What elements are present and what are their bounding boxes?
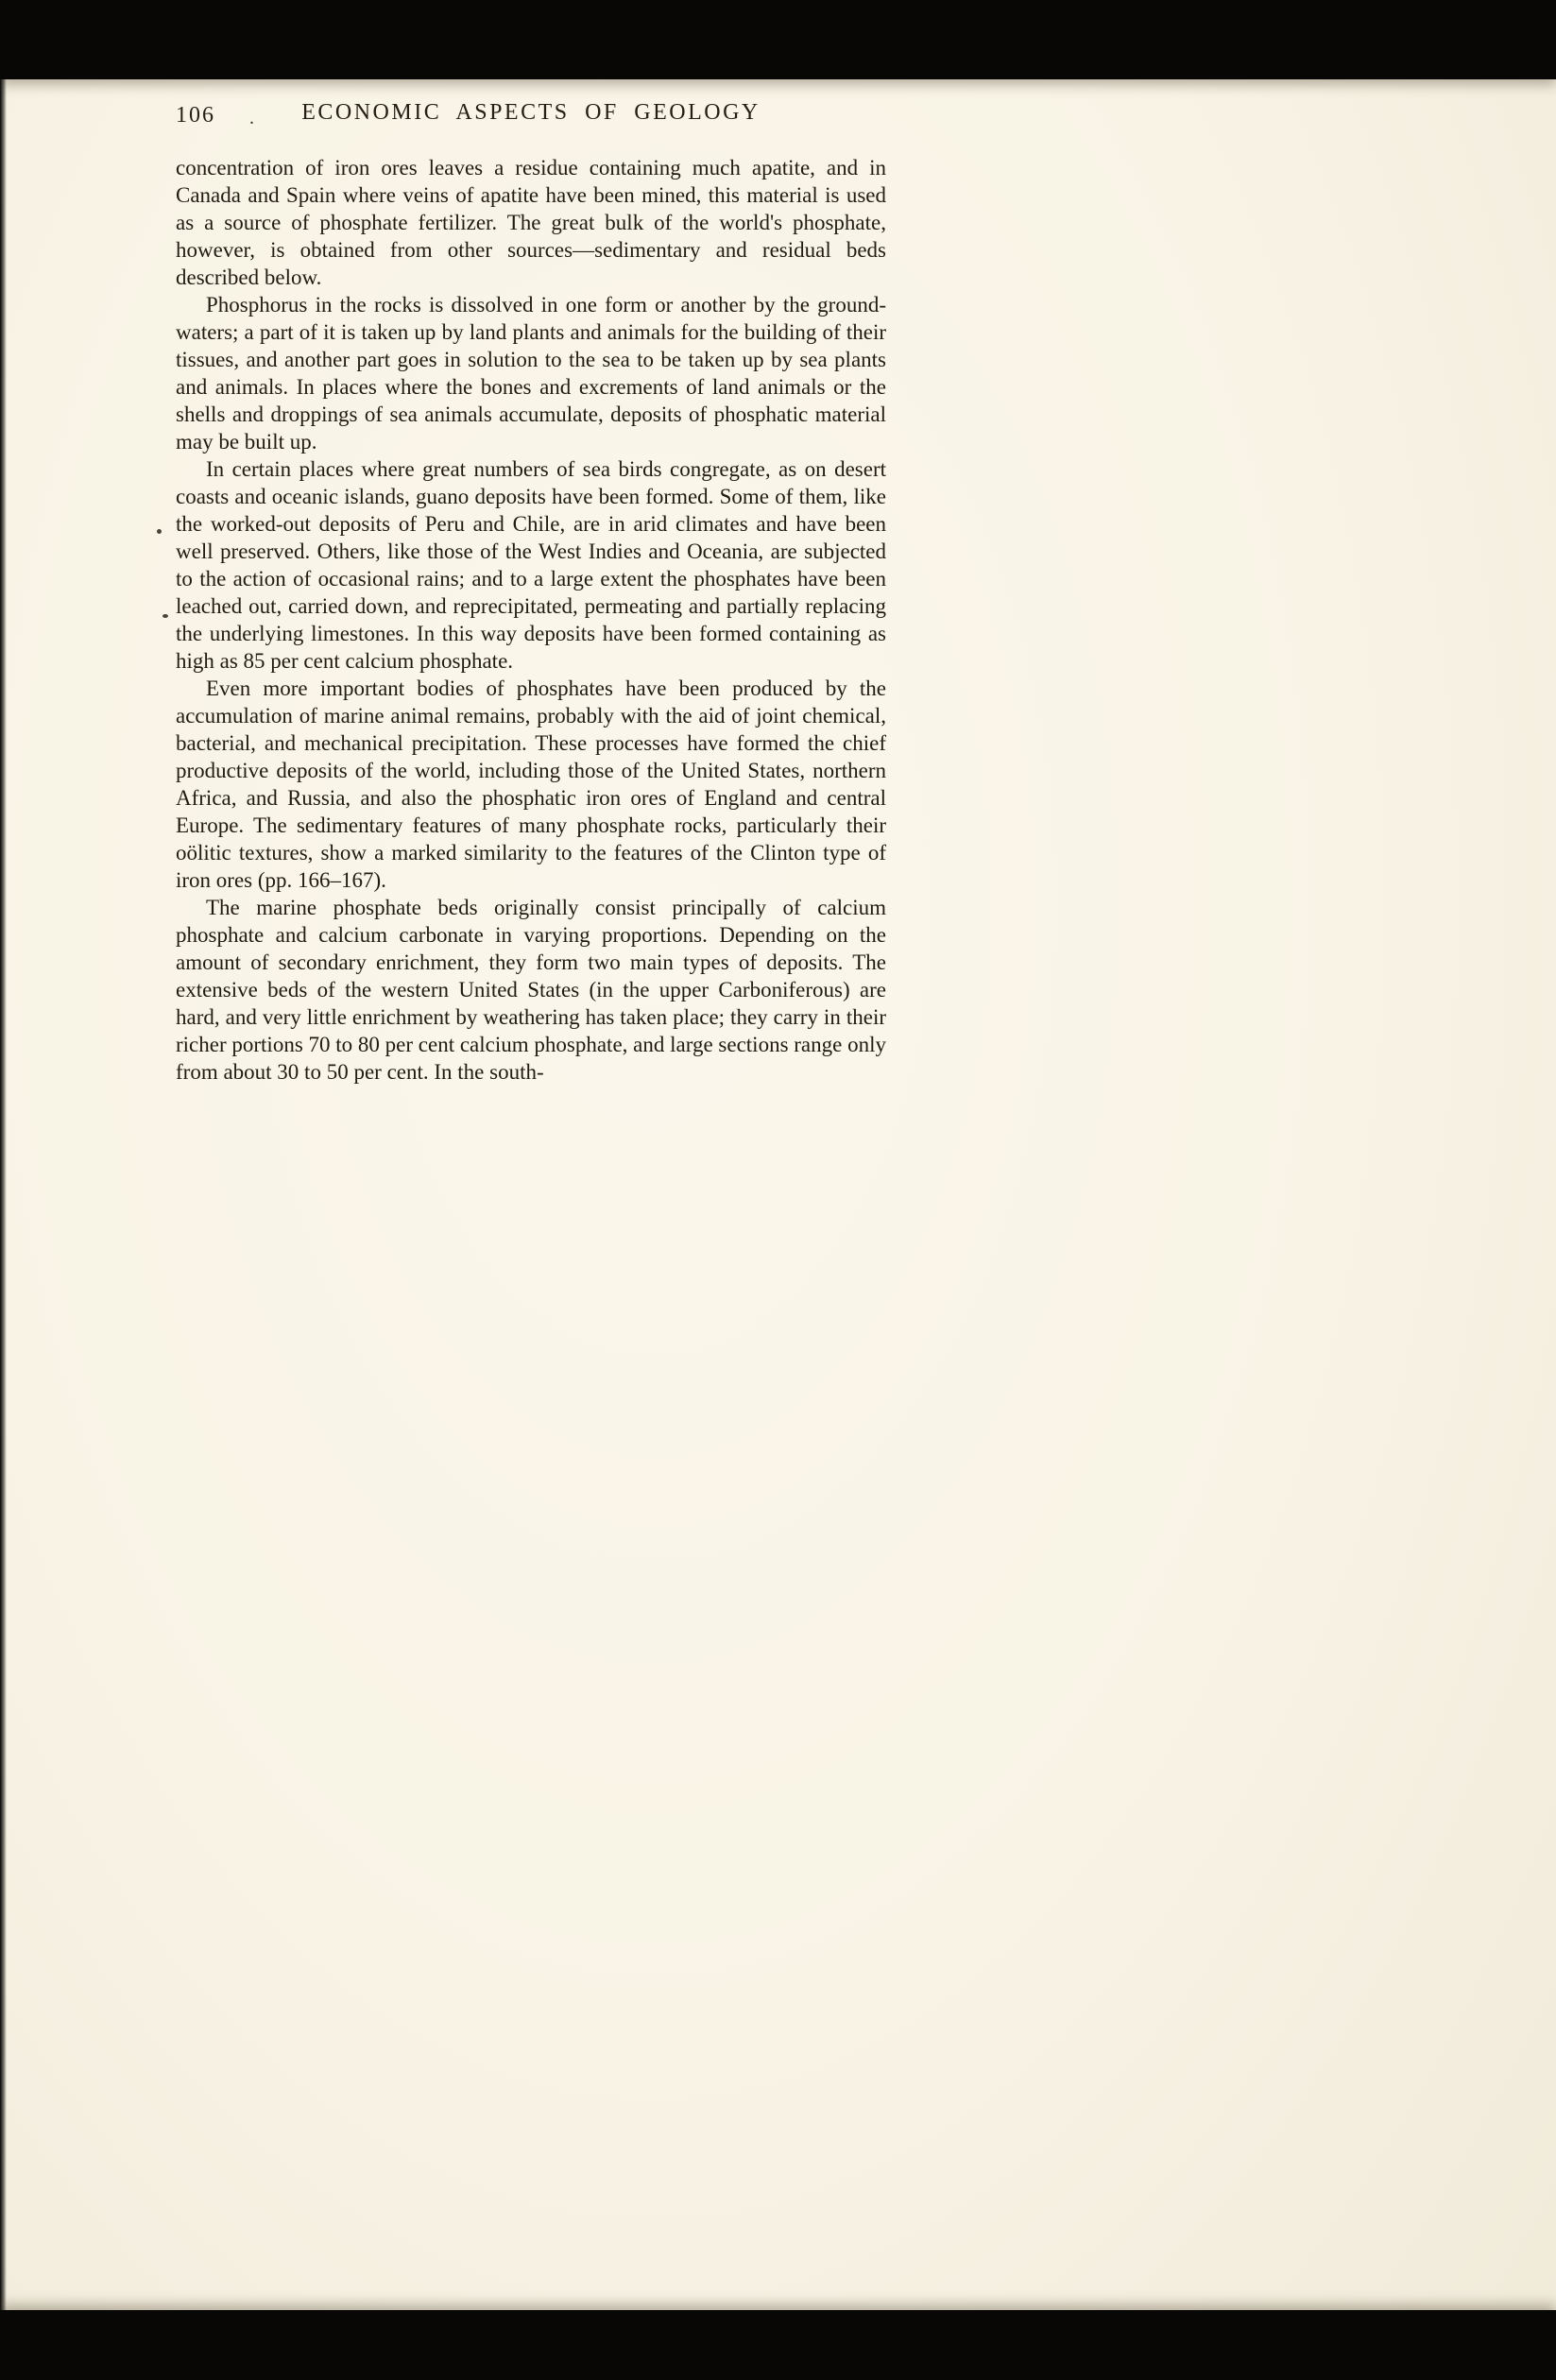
- scan-speck: [157, 529, 162, 534]
- scan-speck: [162, 614, 168, 618]
- paragraph-2: Phosphorus in the rocks is dissolved in one form or another by the ground-waters; a part of it is taken up by land plants and animals for the building of their tissues, and another part goes in solution to the sea to be taken up by sea plants and animals. In places where the bones and excrements of land animals or the shells and droppings of sea animals accumulate, deposits of phosphatic material may be built up.: [176, 293, 886, 454]
- page-body: [176, 154, 886, 1086]
- running-title: ECONOMIC ASPECTS OF GEOLOGY: [301, 100, 761, 125]
- page-header: [176, 100, 886, 132]
- paragraph-3: In certain places where great numbers of sea birds congregate, as on desert coasts and oceanic islands, guano deposits have been formed. Some of them, like the worked-out deposits of Peru and Chile, are in arid climates and have been well preserved. Others, like those of the West Indies and Oceania, are subjected to the action of occasional rains; and to a large extent the phosphates have been leached out, carried down, and reprecipitated, permeating and partially replacing the underlying limestones. In this way deposits have been formed containing as high as 85 per cent calcium phosphate.: [176, 457, 886, 673]
- paragraph-4: Even more important bodies of phosphates have been produced by the accumulation of marine animal remains, probably with the aid of joint chemical, bacterial, and mechanical precipitation. These processes have formed the chief productive deposits of the world, including those of the United States, northern Africa, and Russia, and also the phosphatic iron ores of England and central Europe. The sedimentary features of many phosphate rocks, particularly their oölitic textures, show a marked similarity to the features of the Clinton type of iron ores (pp. 166–167).: [176, 676, 886, 892]
- scan-artifact-left-edge: [0, 0, 7, 2380]
- text-block: [176, 100, 886, 1086]
- paragraph-1: concentration of iron ores leaves a residue containing much apatite, and in Canada and Spain where veins of apatite have been mined, this material is used as a source of phosphate fertilizer. The great bulk of the world's phosphate, however, is obtained from other sources—sedimentary and residual beds described below.: [176, 156, 886, 289]
- scan-speck-header: .: [249, 108, 255, 128]
- page-number: 106: [176, 103, 215, 128]
- scan-artifact-top-bar: [0, 0, 1556, 79]
- paragraph-5: The marine phosphate beds originally consist principally of calcium phosphate and calcium carbonate in varying proportions. Depending on the amount of secondary enrichment, they form two main types of deposits. The extensive beds of the western United States (in the upper Carboniferous) are hard, and very little enrichment by weathering has taken place; they carry in their richer portions 70 to 80 per cent calcium phosphate, and large sections range only from about 30 to 50 per cent. In the south-: [176, 896, 886, 1084]
- scan-artifact-bottom-bar: [0, 2310, 1556, 2380]
